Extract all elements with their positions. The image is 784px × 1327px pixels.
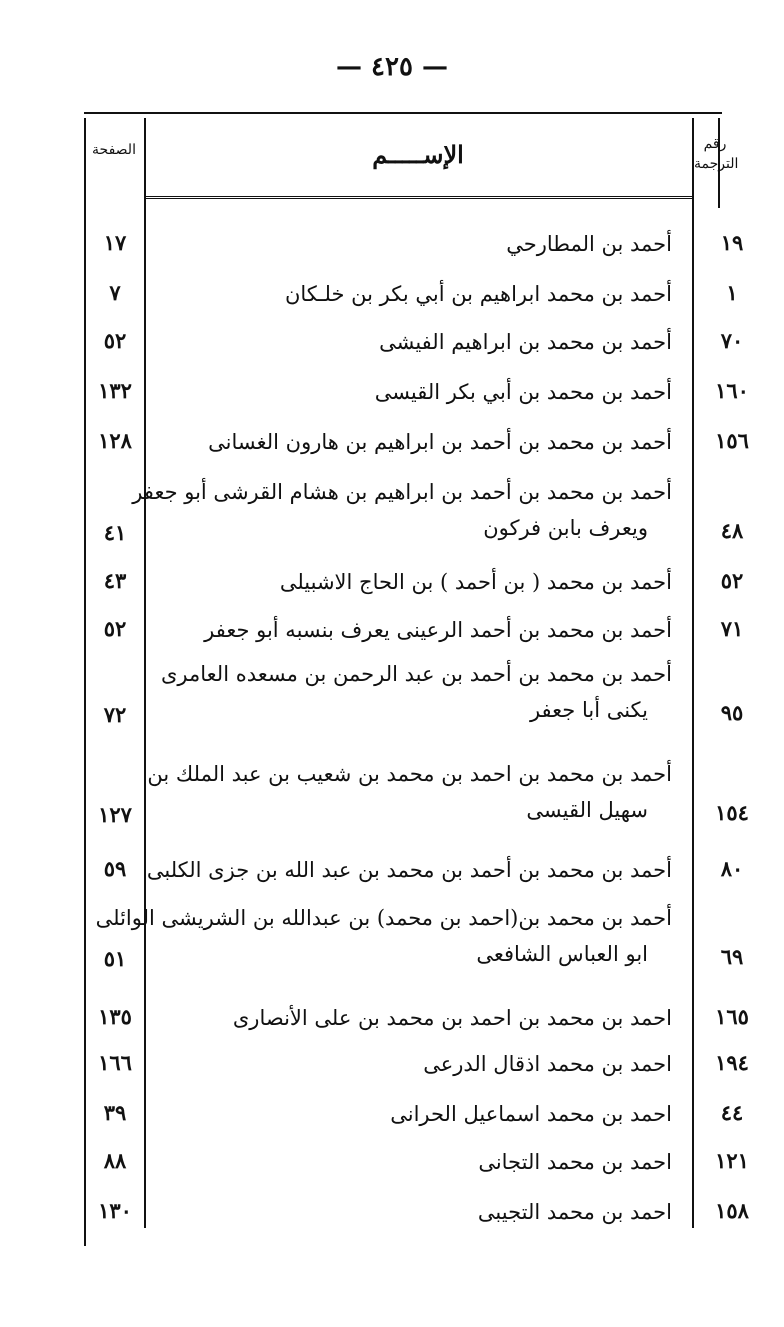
entry-number: ١٩٤ xyxy=(715,1050,749,1075)
entry-name xyxy=(144,276,672,312)
header-divider xyxy=(144,196,692,199)
entry-page: ١٣٠ xyxy=(98,1198,132,1223)
entry-number: ٧٠ xyxy=(720,328,744,353)
entry-name xyxy=(144,852,672,888)
entry-name xyxy=(144,1194,672,1230)
entry-number: ١٥٦ xyxy=(715,428,749,453)
table-top-rule xyxy=(84,112,722,114)
entry-name xyxy=(144,374,672,410)
entry-name-line: أحمد بن محمد بن أحمد بن ابراهيم بن هشام القرشى أبو جعفر xyxy=(132,480,672,504)
table-border-left xyxy=(84,118,86,1246)
entry-name xyxy=(144,424,672,460)
entry-number: ١٩ xyxy=(720,230,744,255)
column-header-entry-number xyxy=(694,134,739,174)
entry-page: ١٦٦ xyxy=(98,1050,132,1075)
entry-name xyxy=(144,1046,672,1082)
entry-number: ٧١ xyxy=(720,616,744,641)
entry-name-line: يكنى أبا جعفر xyxy=(529,698,648,722)
entry-page: ١٣٥ xyxy=(98,1004,132,1029)
entry-page: ١٢٧ xyxy=(98,802,132,827)
entry-number: ١٦٥ xyxy=(715,1004,749,1029)
entry-page: ١٣٢ xyxy=(98,378,132,403)
column-header-page: الصفحة xyxy=(92,142,136,158)
entry-page: ٣٩ xyxy=(103,1100,127,1125)
entry-name-line: احمد بن محمد اذقال الدرعى xyxy=(423,1052,672,1076)
page-number: — ٤٢٥ — xyxy=(335,52,449,82)
entry-name-line: أحمد بن محمد بن احمد بن محمد بن شعيب بن عبد الملك بن xyxy=(147,762,672,786)
entry-number: ١ xyxy=(726,280,738,305)
entry-name xyxy=(132,474,672,546)
entry-name xyxy=(144,612,672,648)
entry-name xyxy=(144,324,672,360)
entry-number: ٦٩ xyxy=(720,944,744,969)
entry-name xyxy=(144,756,672,828)
entry-name-line: احمد بن محمد التجيبى xyxy=(477,1200,672,1224)
entry-number: ١٥٨ xyxy=(715,1198,749,1223)
entry-name-line: ويعرف بابن فركون xyxy=(483,516,648,540)
entry-number: ٥٢ xyxy=(720,568,744,593)
entry-name xyxy=(144,226,672,262)
entry-name-line: أحمد بن محمد بن أحمد بن عبد الرحمن بن مسعده العامرى xyxy=(161,662,672,686)
entry-number: ٨٠ xyxy=(720,856,744,881)
entry-number: ١٢١ xyxy=(715,1148,749,1173)
entry-number: ١٦٠ xyxy=(715,378,749,403)
entry-page: ٤٣ xyxy=(103,568,127,593)
column-header-entry-number-line1: رقم xyxy=(703,136,727,152)
entry-page: ٧ xyxy=(109,280,121,305)
entry-page: ١٧ xyxy=(103,230,127,255)
entry-name xyxy=(144,1144,672,1180)
entry-page: ١٢٨ xyxy=(98,428,132,453)
entry-name-line: احمد بن محمد بن احمد بن محمد بن على الأنصارى xyxy=(232,1006,672,1030)
column-header-entry-number-line2: الترجمة xyxy=(694,156,739,172)
entry-number: ٤٤ xyxy=(720,1100,744,1125)
entry-number: ٤٨ xyxy=(720,518,744,543)
entry-page: ٥٢ xyxy=(103,616,127,641)
entry-name-line: أحمد بن محمد بن أبي بكر القيسى xyxy=(374,380,672,404)
column-divider-number xyxy=(692,118,694,1228)
entry-name xyxy=(144,656,672,728)
entry-name xyxy=(144,564,672,600)
entry-name-line: أحمد بن المطارحي xyxy=(506,232,672,256)
entry-page: ٥٩ xyxy=(103,856,127,881)
entry-number: ١٥٤ xyxy=(715,800,749,825)
entry-name-line: أحمد بن محمد ابراهيم بن أبي بكر بن خلـكان xyxy=(284,282,672,306)
entry-name-line: سهيل القيسى xyxy=(526,798,648,822)
entry-name-line: احمد بن محمد اسماعيل الحرانى xyxy=(390,1102,672,1126)
entry-page: ٤١ xyxy=(103,520,127,545)
entry-name-line: أحمد بن محمد بن ابراهيم الفيشى xyxy=(379,330,672,354)
column-header-name: الإســـــم xyxy=(372,140,464,169)
entry-page: ٥٢ xyxy=(103,328,127,353)
entry-name-line: أحمد بن محمد بن(احمد بن محمد) بن عبدالله بن الشريشى الوائلى xyxy=(95,906,672,930)
entry-name-line: أحمد بن محمد بن أحمد بن محمد بن عبد الله بن جزى الكلبى xyxy=(146,858,672,882)
entry-name-line: أحمد بن محمد ( بن أحمد ) بن الحاج الاشبيلى xyxy=(279,570,672,594)
entry-name xyxy=(144,1000,672,1036)
entry-page: ٨٨ xyxy=(103,1148,127,1173)
entry-name xyxy=(144,1096,672,1132)
entry-page: ٥١ xyxy=(103,946,127,971)
entry-name-line: أحمد بن محمد بن أحمد الرعينى يعرف بنسبه أبو جعفر xyxy=(204,618,672,642)
entry-name-line: ابو العباس الشافعى xyxy=(476,942,648,966)
entry-name-line: احمد بن محمد التجانى xyxy=(478,1150,672,1174)
entry-name-line: أحمد بن محمد بن أحمد بن ابراهيم بن هارون الغسانى xyxy=(208,430,672,454)
entry-number: ٩٥ xyxy=(720,700,744,725)
entry-page: ٧٢ xyxy=(103,702,127,727)
